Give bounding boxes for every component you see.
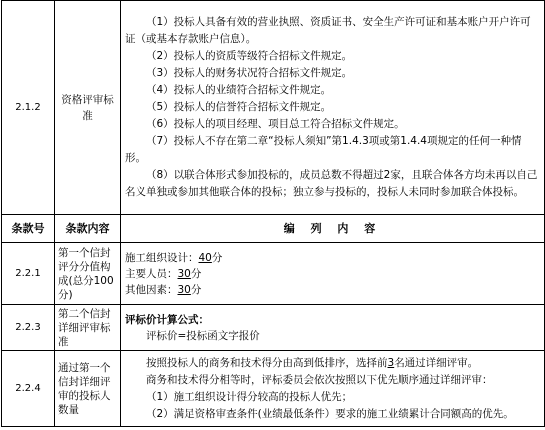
clause-title: 第二个信封详细评审标准 <box>55 305 121 351</box>
list-item: （4）投标人的业绩符合招标文件规定。 <box>146 84 332 96</box>
clause-number: 2.2.3 <box>2 305 55 351</box>
list-item: 商务和技术得分相等时，评标委员会依次按照以下优先顺序通过详细评审： <box>146 373 493 386</box>
list-item: （7）投标人不存在第二章“投标人须知”第1.4.3项或第1.4.4项规定的任何一种情形。 <box>125 135 522 164</box>
bid-evaluation-table <box>1 0 545 427</box>
formula: 评标价=投标函文字报价 <box>146 329 260 342</box>
list-item: 按照投标人的商务和技术得分由高到低排序，选择前3名通过详细评审。 <box>146 356 479 369</box>
list-item: （2）投标人的资质等级符合招标文件规定。 <box>146 50 353 62</box>
list-item: （1）投标人具备有效的营业执照、资质证书、安全生产许可证和基本账户开户许可证（或基本存款账户信息）。 <box>125 16 531 45</box>
clause-content <box>121 1 545 215</box>
list-item: （1）施工组织设计得分较高的投标人优先； <box>146 390 353 403</box>
clause-title: 第一个信封评分分值构成(总分100分) <box>55 243 121 305</box>
clause-content <box>121 305 545 351</box>
table-row-2-1-2 <box>2 1 545 215</box>
list-item: （6）投标人的项目经理、项目总工符合招标文件规定。 <box>146 118 405 130</box>
list-item: （5）投标人的信誉符合招标文件规定。 <box>146 101 332 113</box>
score-line: 施工组织设计：40分 <box>125 251 223 264</box>
table-row-2-2-1 <box>2 243 545 305</box>
score-value: 30 <box>177 267 191 280</box>
score-value: 30 <box>177 283 191 296</box>
pass-count: 3 <box>387 356 395 369</box>
table-header-row <box>2 215 545 243</box>
score-line: 其他因素：30分 <box>125 283 202 296</box>
clause-content <box>121 243 545 305</box>
score-line: 主要人员：30分 <box>125 267 202 280</box>
list-item: （2）满足资格审查条件(业绩最低条件）要求的施工业绩累计合同额高的优先。 <box>146 407 514 420</box>
header-clause-content: 条款内容 <box>55 215 121 243</box>
formula-title: 评标价计算公式： <box>125 313 209 326</box>
list-item: （3）投标人的财务状况符合招标文件规定。 <box>146 67 353 79</box>
clause-title: 通过第一个信封详细评审的投标人数量 <box>55 351 121 427</box>
header-clause-number: 条款号 <box>2 215 55 243</box>
clause-title: 资格评审标准 <box>55 1 121 215</box>
list-item: （8）以联合体形式参加投标的，成员总数不得超过2家，且联合体各方均未再以自己名义单独或参加其他联合体的投标；独立参与投标的，投标人未同时参加联合体投标。 <box>125 169 538 198</box>
score-value: 40 <box>198 251 212 264</box>
clause-number: 2.2.4 <box>2 351 55 427</box>
header-content: 编 列 内 容 <box>121 215 545 243</box>
clause-number: 2.1.2 <box>2 1 55 215</box>
table-row-2-2-4 <box>2 351 545 427</box>
clause-content <box>121 351 545 427</box>
table-row-2-2-3 <box>2 305 545 351</box>
clause-number: 2.2.1 <box>2 243 55 305</box>
